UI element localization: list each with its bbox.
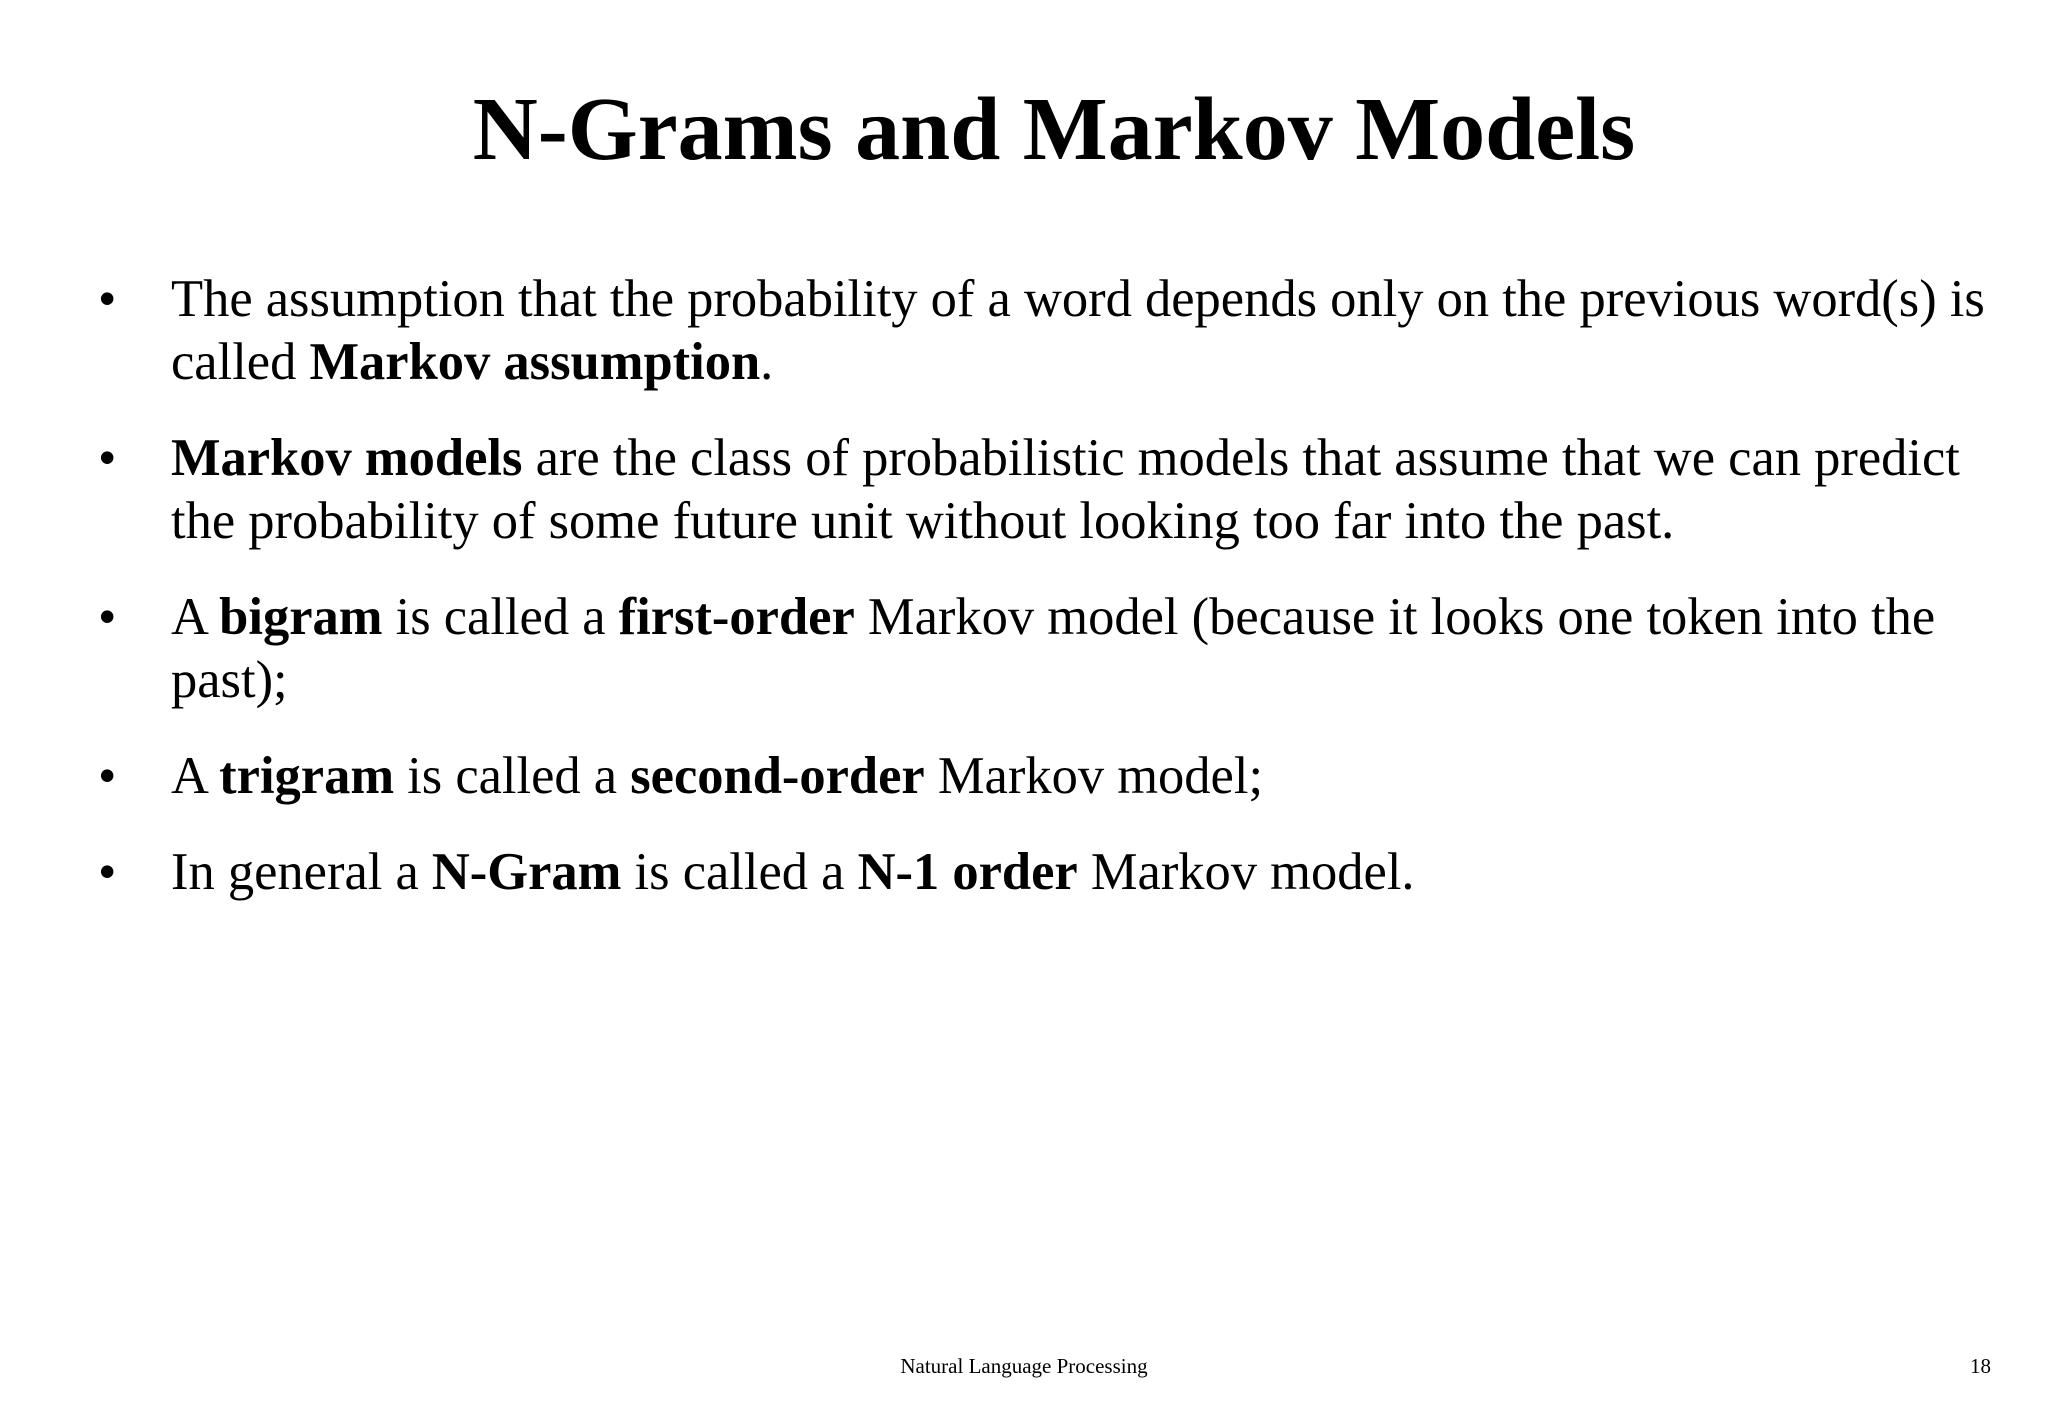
bullet-run-bold: Markov models (171, 429, 523, 487)
bullet-run-bold: Markov assumption (309, 333, 761, 391)
bullet-item (0, 745, 2048, 808)
bullet-run-bold: second-order (630, 747, 925, 805)
bullet-text (171, 429, 1960, 550)
bullet-run: A (171, 747, 220, 805)
bullet-item (0, 841, 2048, 904)
bullet-text (171, 747, 1263, 805)
bullet-text (171, 588, 1935, 709)
bullet-run-bold: first-order (618, 588, 855, 646)
bullet-text (171, 843, 1415, 901)
bullet-run: In general a (171, 843, 432, 901)
bullet-text (171, 270, 1985, 391)
bullet-run-bold: trigram (219, 747, 395, 805)
bullet-marker: • (98, 270, 117, 328)
bullet-run: . (760, 333, 774, 391)
bullet-item (0, 586, 2048, 712)
footer-course-title: Natural Language Processing (900, 1354, 1148, 1378)
bullet-run: Markov model. (1077, 843, 1415, 901)
page-number: 18 (1970, 1354, 1991, 1378)
bullet-list (0, 268, 2048, 937)
bullet-run: is called a (394, 747, 631, 805)
bullet-run: is called a (382, 588, 619, 646)
bullet-run-bold: bigram (219, 588, 383, 646)
bullet-marker: • (98, 747, 117, 805)
bullet-run: are the class of probabilistic models that assume that we can predict the probability of some future unit without looking too far into the past. (171, 429, 1960, 550)
bullet-marker: • (98, 429, 117, 487)
bullet-run-bold: N-Gram (431, 843, 622, 901)
slide-title: N-Grams and Markov Models (472, 80, 1636, 179)
bullet-run: A (171, 588, 220, 646)
bullet-item (0, 268, 2048, 394)
bullet-run: Markov model; (924, 747, 1264, 805)
bullet-marker: • (98, 588, 117, 646)
bullet-run-bold: N-1 order (857, 843, 1078, 901)
bullet-item (0, 427, 2048, 553)
bullet-marker: • (98, 843, 117, 901)
bullet-run: The assumption that the probability of a word depends only on the previous word(s) is called (171, 270, 1985, 391)
bullet-run: Markov model (because it looks one token into the past); (171, 588, 1936, 709)
bullet-run: is called a (621, 843, 858, 901)
